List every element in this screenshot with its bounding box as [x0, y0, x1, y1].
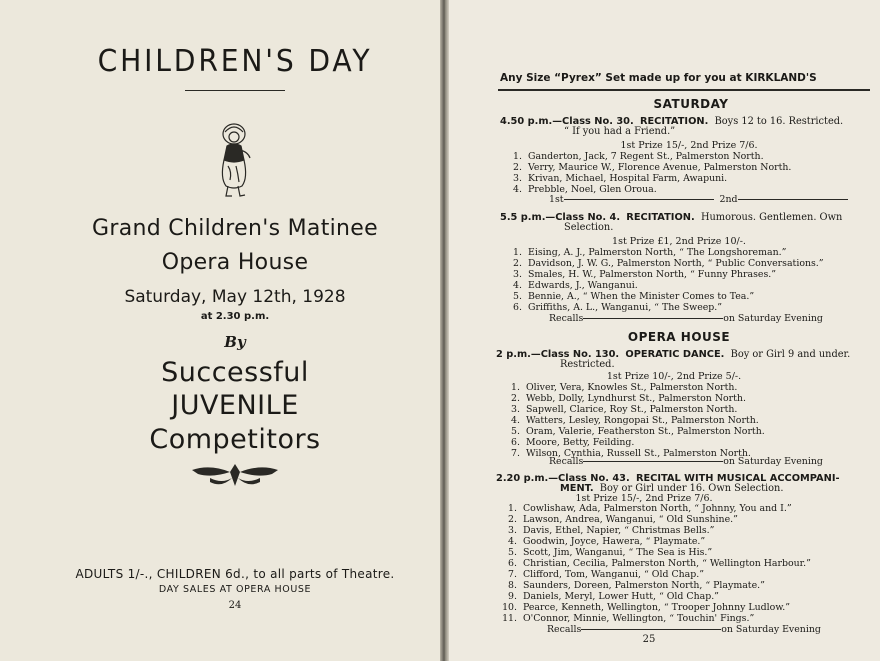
list-item: 4. Edwards, J., Wanganui.	[513, 280, 638, 291]
list-item: 3. Davis, Ethel, Napier, “ Christmas Bells.”	[508, 525, 715, 536]
list-item: 3. Smales, H. W., Palmerston North, “ Funny Phrases.”	[513, 269, 777, 280]
list-item: 3. Sapwell, Clarice, Roy St., Palmerston North.	[511, 404, 738, 415]
successful-heading: Successful	[161, 357, 309, 388]
list-item: 2. Lawson, Andrea, Wanganui, “ Old Sunshine.”	[508, 514, 738, 525]
advert-rule	[498, 89, 870, 91]
recalls-line: Recalls on Saturday Evening	[549, 313, 823, 324]
list-item: 3. Krivan, Michael, Hospital Farm, Awapuni.	[513, 173, 728, 184]
day-sales: DAY SALES AT OPERA HOUSE	[158, 584, 312, 595]
list-item: 10. Pearce, Kenneth, Wellington, “ Trooper Johnny Ludlow.”	[502, 602, 791, 613]
advertisement: Any Size “Pyrex” Set made up for you at KIRKLAND'S	[500, 72, 817, 84]
title-underline	[185, 90, 285, 91]
admission-prices: ADULTS 1/-., CHILDREN 6d., to all parts of Theatre.	[75, 567, 395, 581]
list-item: 2. Davidson, J. W. G., Palmerston North, “ Public Conversations.”	[513, 258, 824, 269]
list-item: 4. Watters, Lesley, Rongopai St., Palmerston North.	[511, 415, 759, 426]
list-item: 7. Wilson, Cynthia, Russell St., Palmerston North.	[511, 448, 751, 459]
section-heading-saturday: SATURDAY	[653, 97, 729, 111]
section-heading-opera-house: OPERA HOUSE	[627, 330, 731, 344]
book-spine	[440, 0, 449, 661]
venue: Opera House	[161, 250, 309, 275]
list-item: 8. Saunders, Doreen, Palmerston North, “ Playmate.”	[508, 580, 765, 591]
list-item: 6. Moore, Betty, Feilding.	[511, 437, 635, 448]
class-description: “ If you had a Friend.”	[564, 126, 676, 137]
list-item: 1. Oliver, Vera, Knowles St., Palmerston North.	[511, 382, 738, 393]
juvenile-heading: JUVENILE	[171, 390, 299, 421]
class-description: Restricted.	[560, 359, 615, 370]
list-item: 6. Griffiths, A. L., Wanganui, “ The Sweep.”	[513, 302, 723, 313]
list-item: 1. Eising, A. J., Palmerston North, “ The Longshoreman.”	[513, 247, 787, 258]
recalls-line: Recalls on Saturday Evening	[549, 456, 823, 467]
list-item: 2. Webb, Dolly, Lyndhurst St., Palmerston North.	[511, 393, 746, 404]
placings-line: 1st 2nd	[549, 194, 848, 205]
list-item: 5. Oram, Valerie, Featherston St., Palmerston North.	[511, 426, 765, 437]
page-number-left: 24	[228, 600, 242, 611]
list-item: 4. Prebble, Noel, Glen Oroua.	[513, 184, 657, 195]
list-item: 4. Goodwin, Joyce, Hawera, “ Playmate.”	[508, 536, 706, 547]
list-item: 5. Bennie, A., “ When the Minister Comes to Tea.”	[513, 291, 755, 302]
list-item: 1. Cowlishaw, Ada, Palmerston North, “ Johnny, You and I.”	[508, 503, 792, 514]
list-item: 1. Ganderton, Jack, 7 Regent St., Palmerston North.	[513, 151, 764, 162]
event-date: Saturday, May 12th, 1928	[124, 287, 346, 307]
class-heading: 5.5 p.m.—Class No. 4. RECITATION. Humorous. Gentlemen. Own	[500, 212, 843, 223]
class-heading: 2.20 p.m.—Class No. 43. RECITAL WITH MUSICAL ACCOMPANI-	[496, 473, 840, 484]
list-item: 7. Clifford, Tom, Wanganui, “ Old Chap.”	[508, 569, 705, 580]
ornament	[190, 460, 280, 490]
child-illustration	[212, 120, 256, 202]
prize-line: 1st Prize 10/-, 2nd Prize 5/-.	[606, 371, 742, 382]
list-item: 6. Christian, Cecilia, Palmerston North, “ Wellington Harbour.”	[508, 558, 811, 569]
page-number-right: 25	[642, 634, 656, 645]
class-heading-continued: MENT. Boy or Girl under 16. Own Selection.	[560, 483, 784, 494]
list-item: 5. Scott, Jim, Wanganui, “ The Sea is His.”	[508, 547, 713, 558]
class-heading: 2 p.m.—Class No. 130. OPERATIC DANCE. Boy or Girl 9 and under.	[496, 349, 851, 360]
list-item: 11. O'Connor, Minnie, Wellington, “ Touchin' Fings.”	[502, 613, 755, 624]
event-time: at 2.30 p.m.	[200, 311, 270, 322]
matinee-title: Grand Children's Matinee	[92, 216, 378, 241]
prize-line: 1st Prize 15/-, 2nd Prize 7/6.	[575, 493, 713, 504]
by-label: By	[224, 333, 246, 351]
list-item: 9. Daniels, Meryl, Lower Hutt, “ Old Chap.”	[508, 591, 719, 602]
prize-line: 1st Prize 15/-, 2nd Prize 7/6.	[620, 140, 758, 151]
prize-line: 1st Prize £1, 2nd Prize 10/-.	[612, 236, 746, 247]
right-page	[449, 0, 880, 661]
competitors-heading: Competitors	[149, 424, 321, 455]
class-heading: 4.50 p.m.—Class No. 30. RECITATION. Boys 12 to 16. Restricted.	[500, 116, 844, 127]
recalls-line: Recalls on Saturday Evening	[547, 624, 821, 635]
list-item: 2. Verry, Maurice W., Florence Avenue, Palmerston North.	[513, 162, 792, 173]
page-title: CHILDREN'S DAY	[97, 44, 373, 79]
class-description: Selection.	[564, 222, 614, 233]
